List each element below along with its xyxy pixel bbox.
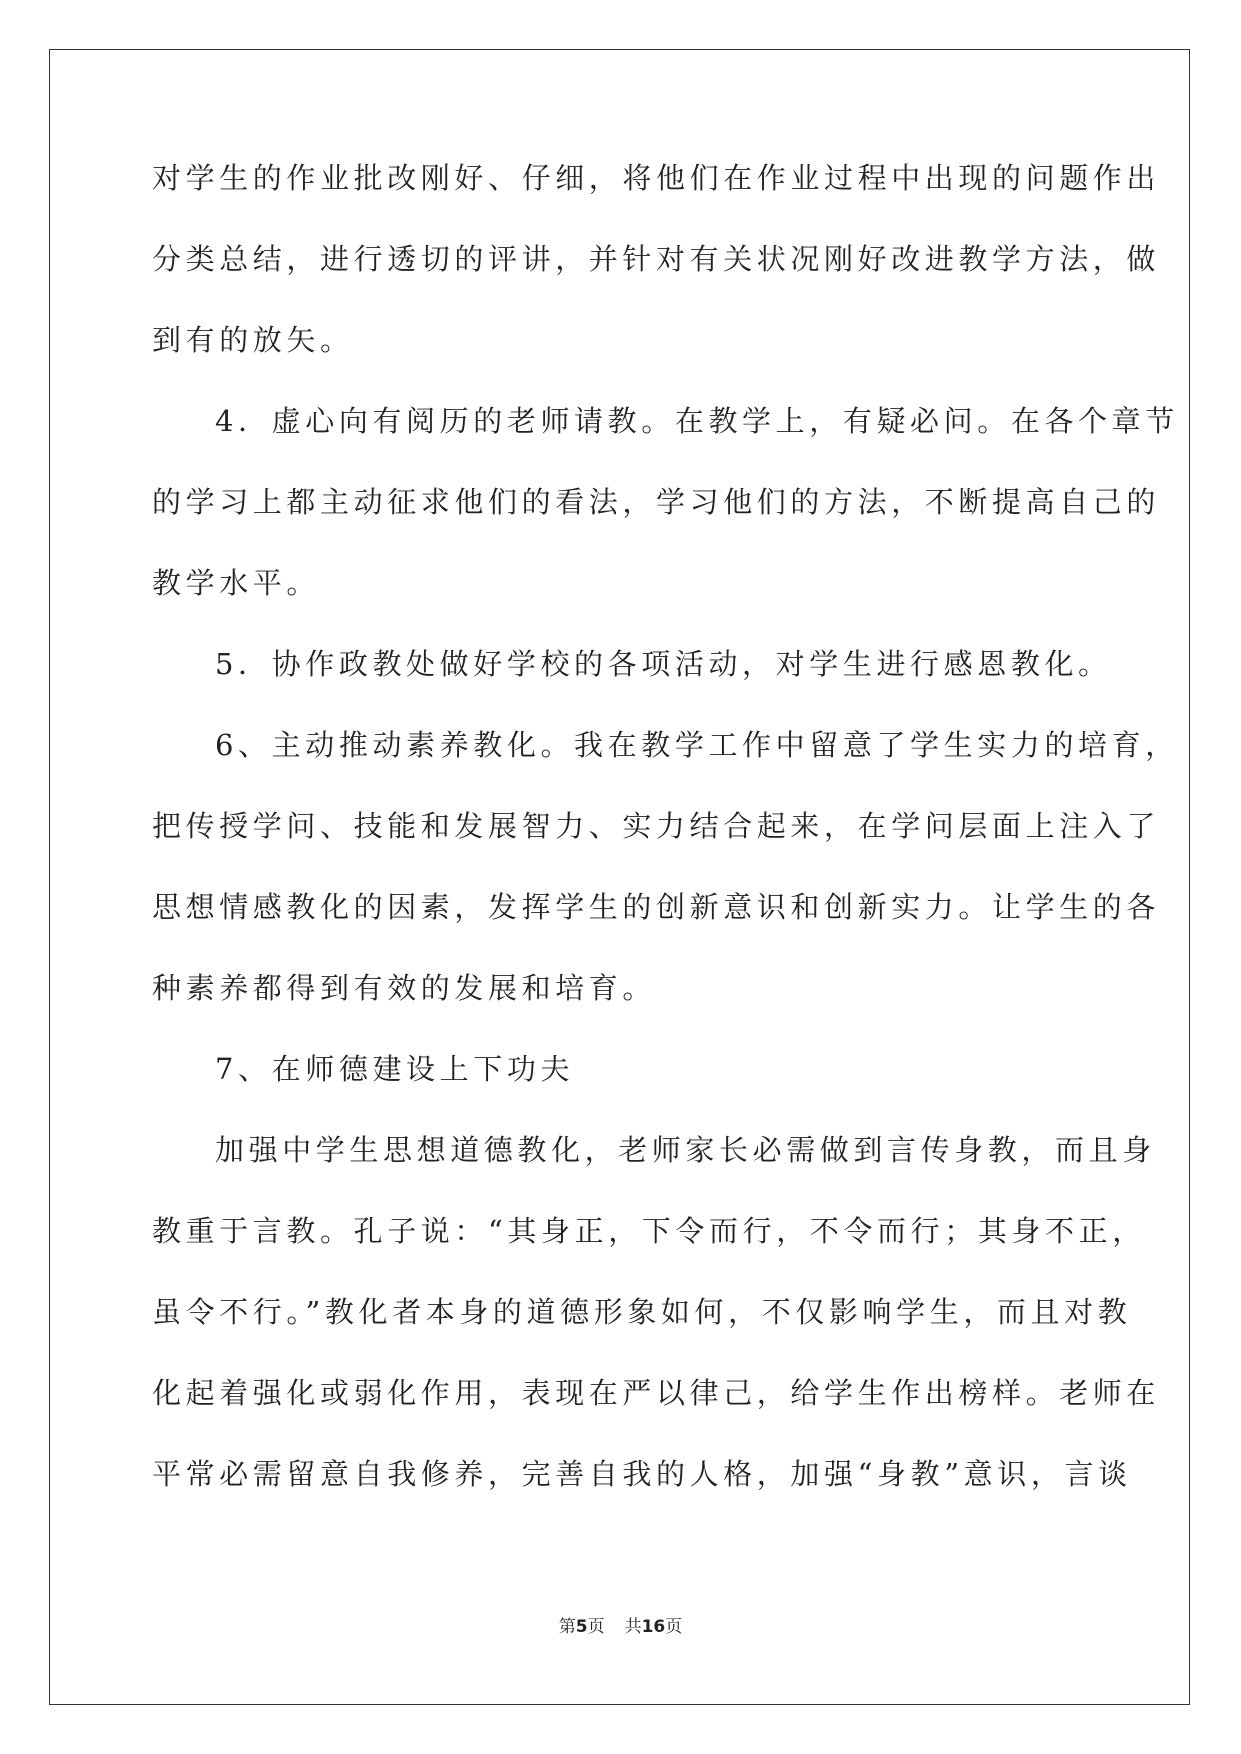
- body-line: 对学生的作业批改刚好、仔细，将他们在作业过程中出现的问题作出: [152, 161, 1161, 195]
- body-line: 到有的放矢。: [152, 323, 354, 357]
- body-line: 分类总结，进行透切的评讲，并针对有关状况刚好改进教学方法，做: [152, 242, 1161, 276]
- total-pages: 16: [641, 1617, 666, 1637]
- body-line: 思想情感教化的因素，发挥学生的创新意识和创新实力。让学生的各: [152, 890, 1161, 924]
- paragraph-item-6: 6、主动推动素养教化。我在教学工作中留意了学生实力的培育，: [215, 728, 1179, 762]
- page-number: 5: [575, 1617, 588, 1637]
- page-suffix: 页: [587, 1617, 605, 1637]
- body-line: 化起着强化或弱化作用，表现在严以律己，给学生作出榜样。老师在: [152, 1376, 1161, 1410]
- body-line: 教重于言教。孔子说：“其身正，下令而行，不令而行；其身不正，: [152, 1214, 1146, 1248]
- total-prefix: 共: [624, 1617, 642, 1637]
- total-suffix: 页: [665, 1617, 683, 1637]
- body-line: 虽令不行。”教化者本身的道德形象如何，不仅影响学生，而且对教: [152, 1295, 1132, 1329]
- paragraph-item-7: 7、在师德建设上下功夫: [215, 1052, 575, 1086]
- body-line: 教学水平。: [152, 566, 321, 600]
- paragraph-item-4: 4．虚心向有阅历的老师请教。在教学上，有疑必问。在各个章节: [215, 404, 1179, 438]
- paragraph-item-5: 5．协作政教处做好学校的各项活动，对学生进行感恩教化。: [215, 647, 1112, 681]
- page-footer: [0, 1612, 1241, 1637]
- body-line: 的学习上都主动征求他们的看法，学习他们的方法，不断提高自己的: [152, 485, 1161, 519]
- body-line: 把传授学问、技能和发展智力、实力结合起来，在学问层面上注入了: [152, 809, 1161, 843]
- paragraph-start: 加强中学生思想道德教化，老师家长必需做到言传身教，而且身: [215, 1133, 1156, 1167]
- body-line: 种素养都得到有效的发展和培育。: [152, 971, 657, 1005]
- body-line: 平常必需留意自我修养，完善自我的人格，加强“身教”意识，言谈: [152, 1457, 1132, 1491]
- page-prefix: 第: [558, 1617, 576, 1637]
- document-body: [152, 160, 1179, 1537]
